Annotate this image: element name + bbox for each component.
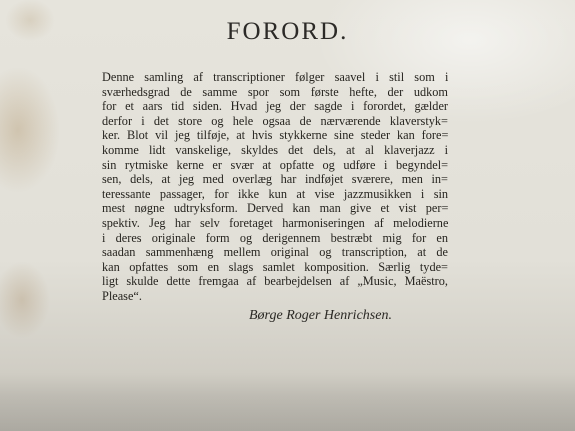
foreword-body [102, 70, 448, 304]
text-line: Please“. [102, 288, 142, 303]
page-title: FORORD. [226, 18, 349, 45]
text-line: teressante passager, for ikke kun at vise jazzmusikken i sin [102, 186, 448, 201]
author-signature: Børge Roger Henrichsen. [249, 308, 392, 323]
text-line: sen, dels, at jeg med overlæg har indføjet sværere, men in= [102, 172, 448, 187]
text-line: derfor i det store og hele ogsaa de nærværende klaverstyk= [102, 113, 448, 128]
text-line: spektiv. Jeg har selv foretaget harmoniseringen af melodierne [102, 215, 448, 230]
text-line: mest nøgne udtryksform. Derved kan man give et vist per= [102, 201, 448, 216]
text-line: komme lidt vanskelige, skyldes det dels, at al klaverjazz i [102, 142, 448, 157]
text-line: sin rytmiske kerne er svær at opfatte og udføre i begyndel= [102, 157, 448, 172]
text-line: ligt skulde dette fremgaa af bearbejdelsen af „Music, Maëstro, [102, 274, 448, 289]
text-line: for et aars tid siden. Hvad jeg der sagde i forordet, gælder [102, 99, 448, 114]
page-fold-shadow [0, 372, 575, 431]
text-line: i deres originale form og derigennem bestræbt mig for en [102, 230, 448, 245]
text-line: Denne samling af transcriptioner følger saavel i stil som i [102, 70, 448, 84]
text-line: saadan sammenhæng mellem original og transcription, at de [102, 245, 448, 260]
text-line: sværhedsgrad de samme spor som første hefte, der udkom [102, 84, 448, 99]
text-line: ker. Blot vil jeg tilføje, at hvis stykkerne sine steder kan fore= [102, 128, 448, 143]
text-line: kan opfattes som en slags samlet komposition. Særlig tyde= [102, 259, 448, 274]
